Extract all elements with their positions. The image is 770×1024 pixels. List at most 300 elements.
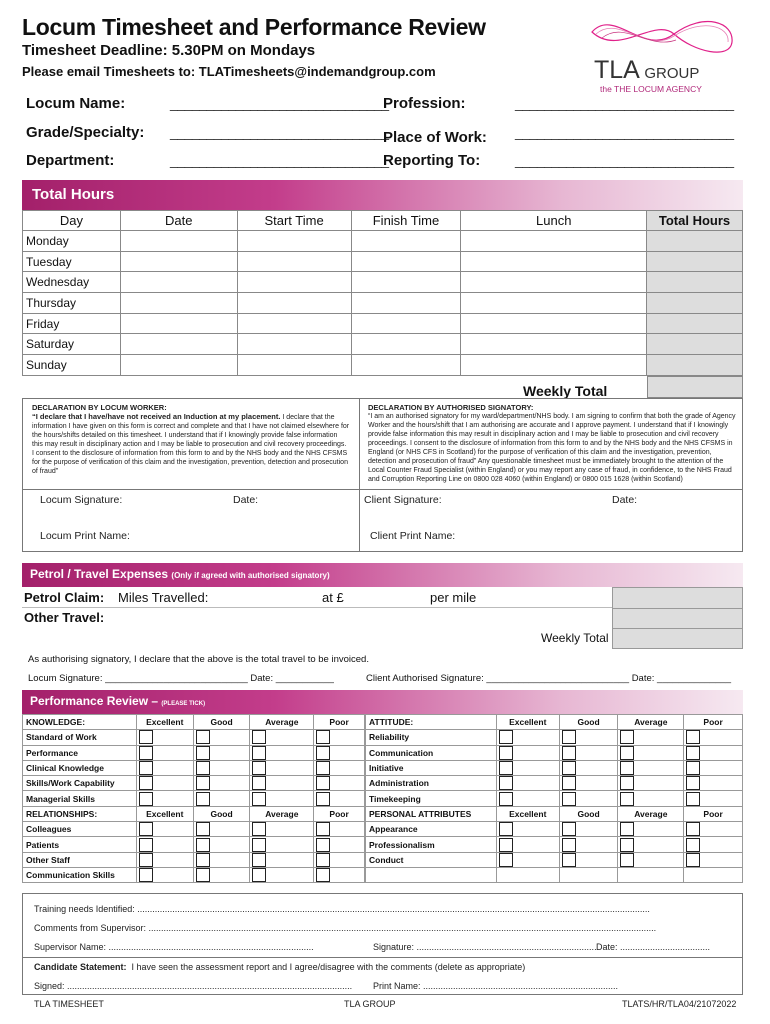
travel-divider [612,608,743,609]
candidate-text: I have seen the assessment report and I agree/disagree with the comments (delete as appropriate) [131,962,526,972]
training-needs-field[interactable]: Training needs Identified: ............................................................................................................................................................................................................. [34,904,650,914]
rating-poor: Poor [684,806,743,821]
tick-cell[interactable] [250,776,314,791]
tick-checkbox[interactable] [620,746,634,760]
tick-cell[interactable] [496,776,559,791]
personal-heading: PERSONAL ATTRIBUTES [366,806,497,821]
finish-cell[interactable] [351,313,461,334]
finish-cell[interactable] [351,231,461,252]
candidate-signed-field[interactable]: Signed: .................................................................................................................. [34,981,353,991]
tick-checkbox[interactable] [316,761,330,775]
tick-checkbox[interactable] [562,730,576,744]
table-row [23,293,743,314]
reporting-label: Reporting To: [383,152,481,169]
lunch-cell[interactable] [461,355,647,376]
tick-cell[interactable] [314,837,365,852]
lunch-cell[interactable] [461,334,647,355]
col-total: Total Hours [647,211,743,231]
finish-cell[interactable] [351,251,461,272]
tick-checkbox[interactable] [499,838,513,852]
tick-checkbox[interactable] [562,746,576,760]
tick-checkbox[interactable] [316,730,330,744]
tick-checkbox[interactable] [562,776,576,790]
tick-checkbox[interactable] [686,838,700,852]
tick-checkbox[interactable] [620,761,634,775]
performance-table-left [22,714,365,883]
total-hours-header [22,180,743,210]
lunch-cell[interactable] [461,313,647,334]
total-cell[interactable] [647,272,743,293]
day-label: Friday [23,313,121,334]
tick-cell[interactable] [684,852,743,867]
criterion-label: Performance [23,745,137,760]
tick-checkbox[interactable] [686,746,700,760]
finish-cell[interactable] [351,355,461,376]
table-row [23,776,365,791]
table-row [366,760,743,775]
date-cell[interactable] [120,313,237,334]
criterion-label: Conduct [366,852,497,867]
total-cell[interactable] [647,251,743,272]
tick-checkbox[interactable] [562,761,576,775]
start-cell[interactable] [237,313,351,334]
tick-checkbox[interactable] [620,853,634,867]
tick-cell[interactable] [618,776,684,791]
tick-cell[interactable] [136,791,193,806]
tick-checkbox[interactable] [196,853,210,867]
auth-decl-text: “I am an authorised signatory for my ward/department/NHS body. I am signing to confirm that both the grade of Agency Worker and the hours/shift that I am authorising are accurate and I approve payment. I understand that if I knowingly provide false information this may result in disciplinary action and I may be liable to prosecution and civil recovery proceedings. I consent to the disclosure of information from this form to and by the NHS body and the NHS CFSMS in England (or NHS CFS in Scotland) for the purpose of verification of this claim and the investigation, prevention, detection and prosecution of fraud” Any questionable timesheet must be immediately brought to the attention of the Local Counter Fraud Specialist (within England) or you may report any case of fraud, in confidence, to the NHS Fraud and Corruption Reporting Line on 0800 028 4060 (within England) or 0800 015 1628 (within Scotland) [368,413,736,483]
travel-divider [612,628,743,629]
table-row [366,715,743,730]
candidate-print-field[interactable]: Print Name: .............................................................................. [373,981,619,991]
tick-checkbox[interactable] [139,761,153,775]
criterion-label: Clinical Knowledge [23,760,137,775]
worker-decl-text: I declare that the information I have given on this form is correct and complete and that I have not claimed elsewhere for the hours/shifts detailed on this timesheet. I understand that if I knowingly provide false information this may result in disciplinary action and I may be liable to prosecution and civil recovery proceedings. I consent to the disclosure of information from this form to and by the NHS body and the NHS CFSMS for the purpose of verification of this claim and the investigation, prevention, detection and prosecution of fraud” [32,414,350,475]
rating-average: Average [250,715,314,730]
table-row [23,822,365,837]
start-cell[interactable] [237,231,351,252]
total-cell[interactable] [647,334,743,355]
date-cell[interactable] [120,355,237,376]
hours-header-row [23,211,743,231]
page-title: Locum Timesheet and Performance Review [22,14,486,40]
tick-cell[interactable] [250,852,314,867]
rating-poor: Poor [314,806,365,821]
empty-cell [496,867,559,882]
tick-cell[interactable] [496,730,559,745]
tick-checkbox[interactable] [139,822,153,836]
table-row [23,791,365,806]
tick-checkbox[interactable] [316,792,330,806]
lunch-cell[interactable] [461,231,647,252]
col-lunch: Lunch [461,211,647,231]
locum-print-label[interactable]: Locum Print Name: [40,530,130,542]
total-cell[interactable] [647,231,743,252]
petrol-claim-label: Petrol Claim: [24,590,105,605]
start-cell[interactable] [237,272,351,293]
tick-checkbox[interactable] [499,761,513,775]
table-row [23,760,365,775]
tick-cell[interactable] [559,745,618,760]
profession-line[interactable]: ______________________________ [515,95,734,111]
rating-poor: Poor [314,715,365,730]
locum-signature-label[interactable]: Locum Signature: [40,494,123,506]
tick-checkbox[interactable] [252,746,266,760]
tick-cell[interactable] [193,852,250,867]
tick-cell[interactable] [193,760,250,775]
date-cell[interactable] [120,251,237,272]
tick-cell[interactable] [684,776,743,791]
table-row [23,837,365,852]
day-label: Wednesday [23,272,121,293]
table-row [366,867,743,882]
table-row [23,272,743,293]
empty-cell [618,867,684,882]
tick-checkbox[interactable] [252,822,266,836]
tick-cell[interactable] [250,837,314,852]
tick-cell[interactable] [559,837,618,852]
locum-name-label: Locum Name: [26,95,126,112]
tick-checkbox[interactable] [562,853,576,867]
table-row [23,867,365,882]
client-print-label[interactable]: Client Print Name: [370,530,456,542]
rating-average: Average [618,806,684,821]
criterion-label: Colleagues [23,822,137,837]
tick-checkbox[interactable] [499,792,513,806]
candidate-statement [34,962,525,972]
tick-cell[interactable] [559,791,618,806]
tick-cell[interactable] [684,745,743,760]
worker-decl-bold: “I declare that I have/have not received an Induction at my placement. [32,412,281,421]
tick-checkbox[interactable] [139,868,153,882]
knowledge-heading: KNOWLEDGE: [23,715,137,730]
tick-cell[interactable] [559,730,618,745]
locum-date-label[interactable]: Date: [233,494,259,506]
travel-totals-column[interactable] [612,587,743,649]
tick-checkbox[interactable] [196,746,210,760]
travel-client-signature[interactable]: Client Authorised Signature: ___________________________ Date: ______________ [366,673,732,684]
criterion-label: Standard of Work [23,730,137,745]
tick-checkbox[interactable] [196,838,210,852]
criterion-label: Communication [366,745,497,760]
start-cell[interactable] [237,355,351,376]
client-date-label[interactable]: Date: [612,494,638,506]
tick-checkbox[interactable] [196,730,210,744]
profession-label: Profession: [383,95,466,112]
rating-average: Average [618,715,684,730]
date-cell[interactable] [120,334,237,355]
tick-checkbox[interactable] [499,776,513,790]
auth-declaration [368,403,736,484]
total-cell[interactable] [647,293,743,314]
performance-note: (PLEASE TICK) [161,701,206,707]
table-row [366,791,743,806]
col-date: Date [120,211,237,231]
tick-checkbox[interactable] [620,730,634,744]
tick-checkbox[interactable] [686,792,700,806]
tick-cell[interactable] [250,791,314,806]
table-row [23,852,365,867]
rating-good: Good [193,806,250,821]
tick-cell[interactable] [559,776,618,791]
auth-decl-title: DECLARATION BY AUTHORISED SIGNATORY: [368,403,534,412]
tick-checkbox[interactable] [139,853,153,867]
footer-center: TLA GROUP [344,999,396,1009]
tick-checkbox[interactable] [499,822,513,836]
relationships-heading: RELATIONSHIPS: [23,806,137,821]
table-row [366,776,743,791]
tick-checkbox[interactable] [316,868,330,882]
lunch-cell[interactable] [461,293,647,314]
tick-cell[interactable] [684,760,743,775]
tick-cell[interactable] [618,837,684,852]
criterion-label: Managerial Skills [23,791,137,806]
performance-title: Performance Review – [30,694,159,708]
tick-checkbox[interactable] [139,776,153,790]
table-row [23,313,743,334]
travel-statement: As authorising signatory, I declare that the above is the total travel to be invoiced. [28,654,369,665]
tick-checkbox[interactable] [316,776,330,790]
tick-checkbox[interactable] [686,761,700,775]
tick-checkbox[interactable] [139,746,153,760]
locum-name-line[interactable]: ______________________________ [170,95,389,111]
tick-cell[interactable] [618,852,684,867]
tick-checkbox[interactable] [139,838,153,852]
department-label: Department: [26,152,115,169]
tick-cell[interactable] [250,745,314,760]
lunch-cell[interactable] [461,251,647,272]
tick-cell[interactable] [618,730,684,745]
tick-checkbox[interactable] [562,838,576,852]
tick-cell[interactable] [314,760,365,775]
deadline-text: Timesheet Deadline: 5.30PM on Mondays [22,42,316,59]
tick-checkbox[interactable] [139,792,153,806]
tick-checkbox[interactable] [686,822,700,836]
tick-checkbox[interactable] [252,761,266,775]
tick-cell[interactable] [250,760,314,775]
hours-table [22,210,743,376]
weekly-total-cell[interactable] [647,376,743,398]
rating-good: Good [559,715,618,730]
total-cell[interactable] [647,313,743,334]
tick-checkbox[interactable] [562,792,576,806]
tick-cell[interactable] [136,776,193,791]
footer-left: TLA TIMESHEET [34,999,104,1009]
finish-cell[interactable] [351,272,461,293]
worker-decl-title: DECLARATION BY LOCUM WORKER: [32,403,167,412]
empty-cell [366,867,497,882]
grade-label: Grade/Specialty: [26,124,145,141]
tick-checkbox[interactable] [686,730,700,744]
tick-cell[interactable] [684,822,743,837]
rating-good: Good [559,806,618,821]
supervisor-name-field[interactable]: Supervisor Name: .................................................................................. [34,942,314,952]
tick-cell[interactable] [496,822,559,837]
tick-cell[interactable] [314,730,365,745]
logo-tagline: the THE LOCUM AGENCY [600,84,702,94]
tick-cell[interactable] [496,791,559,806]
criterion-label: Skills/Work Capability [23,776,137,791]
tick-checkbox[interactable] [620,776,634,790]
date-cell[interactable] [120,231,237,252]
tick-cell[interactable] [314,745,365,760]
tick-checkbox[interactable] [686,776,700,790]
table-row [23,334,743,355]
tick-checkbox[interactable] [316,746,330,760]
tick-checkbox[interactable] [316,838,330,852]
tick-cell[interactable] [193,867,250,882]
finish-cell[interactable] [351,334,461,355]
rating-excellent: Excellent [496,715,559,730]
col-day: Day [23,211,121,231]
tick-checkbox[interactable] [139,730,153,744]
travel-locum-signature[interactable]: Locum Signature: ___________________________ Date: ___________ [28,673,334,684]
tick-cell[interactable] [618,760,684,775]
tick-cell[interactable] [250,730,314,745]
start-cell[interactable] [237,293,351,314]
tick-checkbox[interactable] [620,822,634,836]
tick-checkbox[interactable] [620,792,634,806]
tick-cell[interactable] [559,822,618,837]
tick-cell[interactable] [136,745,193,760]
declaration-divider [359,398,360,552]
table-row [366,745,743,760]
tick-checkbox[interactable] [252,868,266,882]
candidate-label: Candidate Statement: [34,962,127,972]
table-row [23,806,365,821]
place-line[interactable]: ______________________________ [515,124,734,140]
tick-cell[interactable] [496,837,559,852]
travel-title: Petrol / Travel Expenses [30,567,169,581]
tick-checkbox[interactable] [196,761,210,775]
tick-cell[interactable] [250,867,314,882]
finish-cell[interactable] [351,293,461,314]
rating-poor: Poor [684,715,743,730]
supervisor-comments-field[interactable]: Comments from Supervisor: ........................................................................................................................................................................................................... [34,923,657,933]
tick-checkbox[interactable] [316,822,330,836]
logo-brand: TLA [594,56,640,84]
start-cell[interactable] [237,251,351,272]
day-label: Saturday [23,334,121,355]
tick-cell[interactable] [496,760,559,775]
tick-cell[interactable] [618,745,684,760]
table-row [366,806,743,821]
tick-checkbox[interactable] [196,792,210,806]
tick-checkbox[interactable] [252,730,266,744]
tick-cell[interactable] [618,822,684,837]
tick-cell[interactable] [136,867,193,882]
tick-checkbox[interactable] [196,868,210,882]
total-cell[interactable] [647,355,743,376]
tick-checkbox[interactable] [686,853,700,867]
date-cell[interactable] [120,293,237,314]
travel-header [22,563,743,587]
tick-cell[interactable] [193,837,250,852]
tick-checkbox[interactable] [196,822,210,836]
criterion-label: Professionalism [366,837,497,852]
tick-checkbox[interactable] [499,746,513,760]
tick-cell[interactable] [193,776,250,791]
lunch-cell[interactable] [461,272,647,293]
tick-checkbox[interactable] [499,730,513,744]
criterion-label: Patients [23,837,137,852]
tick-cell[interactable] [136,760,193,775]
supervisor-date-field[interactable]: Date: .................................... [596,942,711,952]
tick-cell[interactable] [684,837,743,852]
criterion-label: Other Staff [23,852,137,867]
rating-good: Good [193,715,250,730]
other-travel-label: Other Travel: [24,610,105,625]
tick-checkbox[interactable] [252,838,266,852]
performance-table-right [365,714,743,883]
start-cell[interactable] [237,334,351,355]
declaration-hline [22,489,743,490]
miles-label[interactable]: Miles Travelled: [118,590,209,605]
tick-cell[interactable] [314,791,365,806]
tick-cell[interactable] [684,730,743,745]
worker-declaration [32,403,350,476]
date-cell[interactable] [120,272,237,293]
tick-cell[interactable] [314,867,365,882]
tick-checkbox[interactable] [620,838,634,852]
tick-cell[interactable] [136,730,193,745]
tick-cell[interactable] [314,822,365,837]
performance-header [22,690,743,714]
tick-cell[interactable] [559,852,618,867]
tick-cell[interactable] [314,852,365,867]
tick-checkbox[interactable] [252,776,266,790]
empty-cell [559,867,618,882]
tick-cell[interactable] [314,776,365,791]
tick-checkbox[interactable] [252,792,266,806]
attitude-heading: ATTITUDE: [366,715,497,730]
tick-cell[interactable] [250,822,314,837]
tick-cell[interactable] [193,822,250,837]
tick-checkbox[interactable] [252,853,266,867]
per-mile-label: per mile [430,590,477,605]
tick-cell[interactable] [136,852,193,867]
rating-excellent: Excellent [136,715,193,730]
tick-cell[interactable] [193,745,250,760]
tick-cell[interactable] [193,730,250,745]
tick-cell[interactable] [136,837,193,852]
client-signature-label[interactable]: Client Signature: [364,494,442,506]
tick-checkbox[interactable] [499,853,513,867]
empty-cell [684,867,743,882]
logo-group: GROUP [644,65,700,82]
weekly-total-label: Weekly Total [523,383,608,399]
tick-cell[interactable] [136,822,193,837]
criterion-label: Administration [366,776,497,791]
tick-cell[interactable] [684,791,743,806]
rating-excellent: Excellent [136,806,193,821]
tick-cell[interactable] [618,791,684,806]
tick-checkbox[interactable] [316,853,330,867]
tick-cell[interactable] [559,760,618,775]
tick-checkbox[interactable] [562,822,576,836]
reporting-line[interactable]: ______________________________ [515,152,734,168]
at-pound-label[interactable]: at £ [322,590,344,605]
tick-cell[interactable] [496,852,559,867]
grade-line[interactable]: ______________________________ [170,124,389,140]
tick-checkbox[interactable] [196,776,210,790]
tick-cell[interactable] [496,745,559,760]
department-line[interactable]: ______________________________ [170,152,389,168]
criterion-label: Initiative [366,760,497,775]
tick-cell[interactable] [193,791,250,806]
email-text: Please email Timesheets to: TLATimesheets@indemandgroup.com [22,64,436,79]
supervisor-signature-field[interactable]: Signature: ........................................................................ [373,942,597,952]
